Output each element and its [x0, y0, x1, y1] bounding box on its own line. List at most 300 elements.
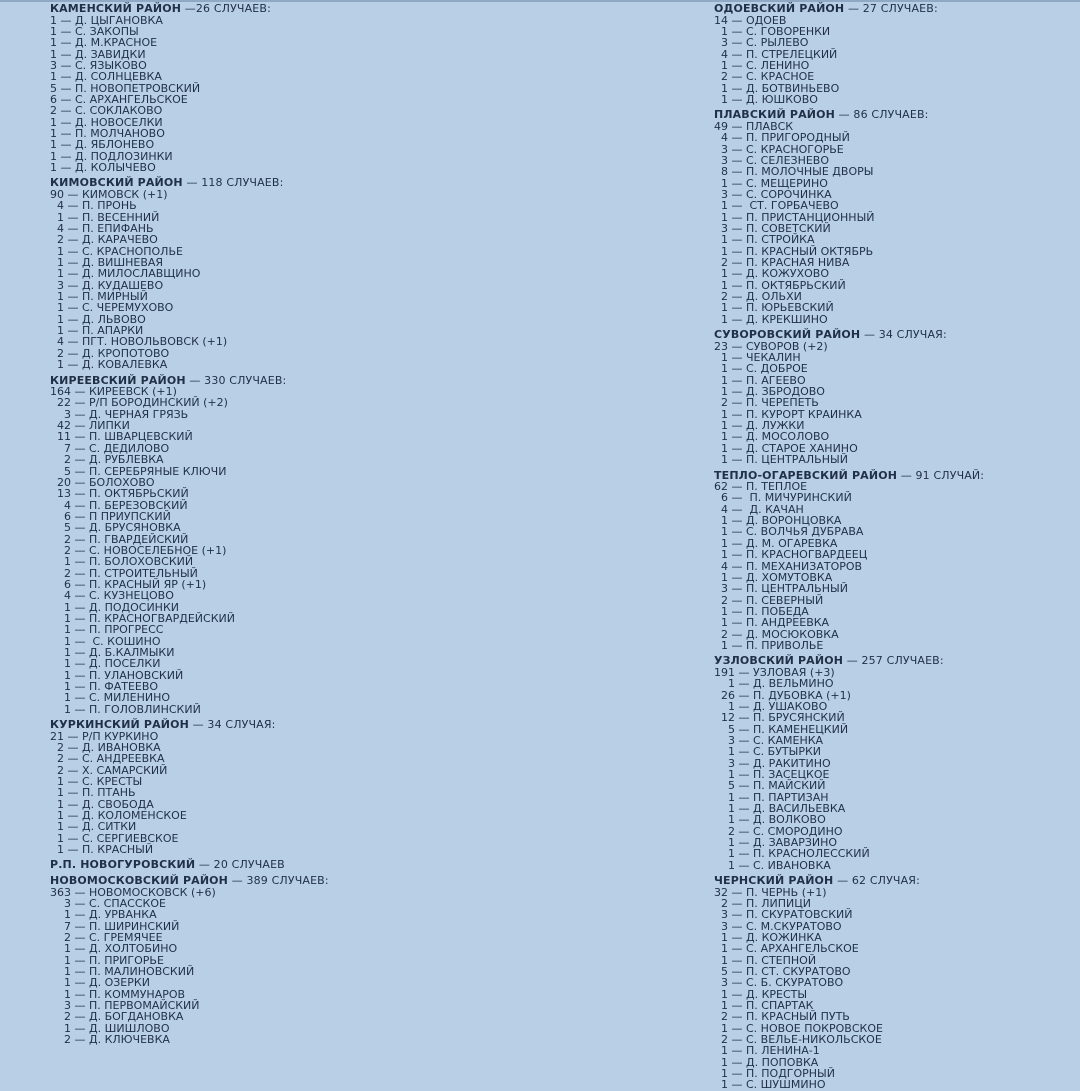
settlement-row: 2 — П. ЧЕРЕПЕТЬ — [714, 397, 1080, 408]
district-novomoskovskiy — [50, 875, 610, 1045]
case-number: 11 — [57, 430, 71, 444]
case-number: 1 — [721, 1078, 728, 1091]
case-number: 49 — [714, 119, 728, 133]
case-number: 1 — [721, 525, 728, 539]
settlement-row: 4 — Д. КАЧАН — [714, 504, 1080, 515]
settlement-row: 2 — П. ЛИПИЦИ — [714, 898, 1080, 909]
case-number: 22 — [57, 396, 71, 410]
settlement-name: Д. КОЛЫЧЕВО — [75, 161, 156, 175]
case-number: 191 — [714, 665, 735, 679]
settlement-name: П. ПРИСТАНЦИОННЫЙ — [746, 210, 875, 224]
settlement-name: П. МОЛЧАНОВО — [75, 127, 165, 141]
case-number: 1 — [57, 797, 64, 811]
case-number: 1 — [721, 210, 728, 224]
district-name: ЧЕРНСКИЙ РАЙОН — [714, 874, 834, 888]
settlement-name: ПГТ. НОВОЛЬВОВСК (+1) — [82, 335, 228, 349]
case-number: 1 — [57, 775, 64, 789]
settlement-name: П ПРИУПСКИЙ — [89, 509, 171, 523]
district-case-count: — 118 СЛУЧАЕВ: — [186, 176, 284, 190]
settlement-name: Д. ЛЬВОВО — [82, 312, 146, 326]
case-number: 1 — [50, 149, 57, 163]
case-number: 1 — [721, 616, 728, 630]
settlement-name: С. НОВОСЕЛЕБНОЕ (+1) — [89, 543, 227, 557]
settlement-row: 1 — С. КОШИНО — [50, 636, 610, 647]
settlement-row: 1 — Д. ЛЬВОВО — [50, 314, 610, 325]
settlement-name: П. ПРИВОЛЬЕ — [746, 638, 824, 652]
settlement-name: П. СКУРАТОВСКИЙ — [746, 908, 853, 922]
case-number: 2 — [728, 824, 735, 838]
settlement-row: 1 — Д. ЗАВИДКИ — [50, 47, 146, 61]
settlement-list — [714, 15, 1080, 106]
settlement-row: 1 — П. КРАСНЫЙ — [50, 844, 610, 855]
settlement-row: 1 — П. ПРИВОЛЬЕ — [714, 640, 1080, 651]
settlement-row: 1 — Д. СОЛНЦЕВКА — [50, 70, 162, 84]
case-number: 1 — [721, 942, 728, 956]
settlement-name: П. ДУБОВКА (+1) — [753, 688, 851, 702]
settlement-row: 1 — С. ДОБРОЕ — [714, 363, 1080, 374]
settlement-row: 1 — Д. М.КРАСНОЕ — [50, 36, 158, 50]
settlement-name: Д. ПОДЛОЗИНКИ — [75, 149, 173, 163]
settlement-row: 1 — Д. ВИШНЕВАЯ — [50, 257, 610, 268]
settlement-row: 1 — С. ШУШМИНО — [714, 1079, 1080, 1090]
settlement-row: 1 — П. ПРОГРЕСС — [50, 624, 610, 635]
settlement-list — [50, 189, 610, 371]
case-number: 363 — [50, 885, 71, 899]
settlement-name: Д. БРУСЯНОВКА — [89, 521, 181, 535]
settlement-row: 1 — С. СЕРГИЕВСКОЕ — [50, 833, 610, 844]
settlement-name: П. ЧЕРНЬ (+1) — [746, 885, 827, 899]
case-number: 1 — [728, 801, 735, 815]
settlement-name: БОЛОХОВО — [89, 475, 155, 489]
district-case-count: —26 СЛУЧАЕВ: — [184, 2, 271, 15]
settlement-row: 3 — П. СКУРАТОВСКИЙ — [714, 909, 1080, 920]
settlement-name: С. БУТЫРКИ — [753, 745, 822, 759]
case-number: 1 — [64, 600, 71, 614]
settlement-row: 2 — П. СТРОИТЕЛЬНЫЙ — [50, 568, 610, 579]
settlement-row: 1 — Д. КОЖИНКА — [714, 932, 1080, 943]
case-number: 1 — [64, 680, 71, 694]
settlement-row: 1 — П. ПРИГОРЬЕ — [50, 955, 610, 966]
settlement-name: Д. МИЛОСЛАВЩИНО — [82, 267, 201, 281]
case-number: 8 — [721, 165, 728, 179]
settlement-name: С. КРАСНОЕ — [746, 70, 815, 84]
case-number: 3 — [721, 582, 728, 596]
settlement-name: П. БРУСЯНСКИЙ — [753, 711, 845, 725]
case-number: 1 — [50, 47, 57, 61]
settlement-row: 3 — С. СПАССКОЕ — [50, 898, 610, 909]
case-number: 6 — [721, 491, 728, 505]
settlement-name: ПЛАВСК — [746, 119, 794, 133]
settlement-row: 62 — П. ТЕПЛОЕ — [714, 480, 808, 494]
settlement-row: 49 — ПЛАВСК — [714, 119, 794, 133]
case-number: 42 — [57, 419, 71, 433]
settlement-name: П. ПТАНЬ — [82, 786, 136, 800]
settlement-name: П. КРАСНЫЙ ПУТЬ — [746, 1010, 850, 1024]
settlement-row: 1 — Д. КОЛЫЧЕВО — [50, 161, 156, 175]
settlement-name: С. ШУШМИНО — [746, 1078, 826, 1091]
settlement-row: 3 — С. М.СКУРАТОВО — [714, 921, 1080, 932]
settlement-name: П. ЛЕНИНА-1 — [746, 1044, 820, 1058]
settlement-row: 1 — Д. СВОБОДА — [50, 799, 610, 810]
settlement-row: 1 — Д. М. ОГАРЕВКА — [714, 538, 1080, 549]
case-number: 1 — [64, 623, 71, 637]
case-number: 1 — [57, 809, 64, 823]
settlement-name: ОДОЕВ — [746, 13, 787, 27]
district-kireevskiy — [50, 375, 610, 716]
settlement-row: 1 — Д. БОТВИНЬЕВО — [714, 83, 1080, 94]
settlement-row: 3 — С. РЫЛЕВО — [714, 37, 1080, 48]
settlement-name: П. ПРОНЬ — [82, 199, 137, 213]
case-number: 2 — [721, 1010, 728, 1024]
settlement-name: П. МИРНЫЙ — [82, 290, 148, 304]
settlement-name: Д. КРЕКШИНО — [746, 312, 828, 326]
settlement-row: 1 — Д. ПОПОВКА — [714, 1057, 1080, 1068]
case-number: 1 — [721, 1055, 728, 1069]
case-number: 2 — [64, 532, 71, 546]
district-name: ПЛАВСКИЙ РАЙОН — [714, 108, 835, 122]
case-number: 164 — [50, 385, 71, 399]
settlement-row: 1 — С. ЗАКОПЫ — [50, 24, 139, 38]
case-number: 2 — [57, 741, 64, 754]
district-case-count: — 27 СЛУЧАЕВ: — [847, 2, 938, 15]
case-number: 21 — [50, 729, 64, 743]
settlement-row: 1 — Д. МИЛОСЛАВЩИНО — [50, 268, 610, 279]
settlement-row: 1 — Д. Б.КАЛМЫКИ — [50, 647, 610, 658]
settlement-row: 3 — С. ЯЗЫКОВО — [50, 58, 147, 72]
settlement-name: Д. БОГДАНОВКА — [89, 1010, 184, 1024]
settlement-row: 2 — С. КРАСНОЕ — [714, 71, 1080, 82]
settlement-name: П. ОКТЯБРЬСКИЙ — [746, 278, 846, 292]
case-number: 32 — [714, 885, 728, 899]
case-number: 1 — [64, 702, 71, 716]
settlement-row: 2 — Д. БОГДАНОВКА — [50, 1011, 610, 1022]
case-number: 1 — [721, 351, 728, 365]
case-number: 1 — [64, 942, 71, 956]
settlement-row: 1 — Д. НОВОСЕЛКИ — [50, 115, 163, 129]
case-number: 1 — [721, 419, 728, 433]
case-number: 2 — [57, 346, 64, 360]
case-number: 4 — [64, 589, 71, 603]
settlement-name: Д. РУБЛЕВКА — [89, 453, 164, 467]
settlement-name: П. СЕРЕБРЯНЫЕ КЛЮЧИ — [89, 464, 227, 478]
settlement-row: 1 — П. ЛЕНИНА-1 — [714, 1045, 1080, 1056]
case-number: 2 — [721, 290, 728, 304]
settlement-name: С. КРАСНОПОЛЬЕ — [82, 244, 183, 258]
settlement-name: С. АРХАНГЕЛЬСКОЕ — [746, 942, 859, 956]
settlement-name: П. МАЛИНОВСКИЙ — [89, 965, 195, 979]
case-number: 4 — [57, 335, 64, 349]
settlement-row: 1 — П. ОКТЯБРЬСКИЙ — [714, 280, 1080, 291]
case-number: 4 — [721, 559, 728, 573]
settlement-row: 3 — Д. КУДАШЕВО — [50, 280, 610, 291]
settlement-name: Д. СОЛНЦЕВКА — [75, 70, 162, 84]
settlement-row: 2 — С. АНДРЕЕВКА — [50, 753, 610, 764]
settlement-row: 1 — П. ПАРТИЗАН — [714, 792, 1080, 803]
settlement-name: Д. КУДАШЕВО — [82, 278, 164, 292]
settlement-row: 1 — Д. ШИШЛОВО — [50, 1023, 610, 1034]
settlement-name: Д. ХОЛТОБИНО — [89, 942, 178, 956]
district-case-count: — 389 СЛУЧАЕВ: — [231, 874, 329, 888]
settlement-row: 2 — Д. РУБЛЕВКА — [50, 454, 610, 465]
settlement-name: С. КРАСНОГОРЬЕ — [746, 142, 844, 156]
settlement-row: 1 — С. МИЛЕНИНО — [50, 692, 610, 703]
right-column — [714, 3, 1080, 1091]
settlement-name: Д. КАРАЧЕВО — [82, 233, 158, 247]
case-number: 3 — [721, 908, 728, 922]
settlement-row: 1 — С. ГОВОРЕНКИ — [714, 26, 1080, 37]
settlement-row: 1 — П. КУРОРТ КРАИНКА — [714, 409, 1080, 420]
settlement-name: П. СЕВЕРНЫЙ — [746, 593, 824, 607]
settlement-row: 1 — С. КРЕСТЫ — [50, 776, 610, 787]
case-number: 1 — [57, 358, 64, 372]
case-number: 2 — [721, 896, 728, 910]
settlement-name: Д. ВЕЛЬМИНО — [753, 677, 834, 691]
settlement-row: 1 — Д. СТАРОЕ ХАНИНО — [714, 443, 1080, 454]
settlement-name: УЗЛОВАЯ (+3) — [753, 665, 835, 679]
settlement-name: Р/П БОРОДИНСКИЙ (+2) — [89, 396, 228, 410]
settlement-name: С. МИЛЕНИНО — [89, 691, 171, 705]
settlement-row: 1 — Д. КРЕСТЫ — [714, 989, 1080, 1000]
case-number: 1 — [50, 138, 57, 152]
district-header — [50, 859, 610, 871]
settlement-list — [50, 386, 610, 715]
case-number: 5 — [728, 779, 735, 793]
settlement-row: 1 — Д. УРВАНКА — [50, 909, 610, 920]
case-number: 3 — [721, 976, 728, 990]
case-number: 1 — [721, 441, 728, 455]
case-number: 3 — [50, 58, 57, 72]
settlement-name: Д. НОВОСЕЛКИ — [75, 115, 163, 129]
settlement-list — [714, 887, 1080, 1091]
case-number: 1 — [50, 115, 57, 129]
settlement-row: 1 — Д. ЦЫГАНОВКА — [50, 13, 163, 27]
settlement-row: 1 — С. МЕЩЕРИНО — [714, 178, 1080, 189]
settlement-row: 2 — П. КРАСНАЯ НИВА — [714, 257, 1080, 268]
settlement-name: П. ГВАРДЕЙСКИЙ — [89, 532, 189, 546]
case-number: 1 — [721, 987, 728, 1001]
settlement-row: 1 — Д. УШАКОВО — [714, 701, 1080, 712]
case-number: 1 — [728, 677, 735, 691]
settlement-row: 1 — П. ГОЛОВЛИНСКИЙ — [50, 704, 610, 715]
case-number: 5 — [728, 722, 735, 736]
case-number: 1 — [721, 362, 728, 376]
settlement-row: 2 — С. ВЕЛЬЕ-НИКОЛЬСКОЕ — [714, 1034, 1080, 1045]
settlement-row: 3 — Д. ЧЕРНАЯ ГРЯЗЬ — [50, 409, 610, 420]
settlement-name: П. ЕПИФАНЬ — [82, 222, 154, 236]
settlement-name: С. М.СКУРАТОВО — [746, 919, 842, 933]
settlement-name: П. ШВАРЦЕВСКИЙ — [89, 430, 193, 444]
settlement-name: П. БЕРЕЗОВСКИЙ — [89, 498, 188, 512]
district-teplo-ogarevskiy — [714, 470, 1080, 652]
settlement-row: 32 — П. ЧЕРНЬ (+1) — [714, 885, 827, 899]
case-number: 2 — [50, 104, 57, 118]
case-number: 1 — [64, 987, 71, 1001]
settlement-list — [50, 15, 610, 174]
settlement-name: П. ЗАСЕЦКОЕ — [753, 767, 830, 781]
settlement-name: П. КАМЕНЕЦКИЙ — [753, 722, 849, 736]
case-number: 3 — [721, 919, 728, 933]
case-number: 1 — [64, 646, 71, 659]
settlement-name: С. КОШИНО — [89, 634, 161, 648]
case-number: 1 — [64, 634, 71, 648]
settlement-row: 13 — П. ОКТЯБРЬСКИЙ — [50, 488, 610, 499]
settlement-name: Р/П КУРКИНО — [82, 729, 159, 743]
case-number: 1 — [57, 820, 64, 834]
settlement-name: П. БОЛОХОВСКИЙ — [89, 555, 194, 569]
settlement-row: 7 — П. ШИРИНСКИЙ — [50, 921, 610, 932]
district-case-count: — 20 СЛУЧАЕВ — [198, 858, 285, 872]
settlement-row: 1 — СТ. ГОРБАЧЕВО — [714, 200, 1080, 211]
case-number: 4 — [721, 47, 728, 61]
settlement-row: 42 — ЛИПКИ — [50, 420, 610, 431]
settlement-name: П. ЛИПИЦИ — [746, 896, 812, 910]
settlement-name: Д. ОЗЕРКИ — [89, 976, 150, 990]
settlement-name: С. Б. СКУРАТОВО — [746, 976, 844, 990]
settlement-row: 1 — П. МИРНЫЙ — [50, 291, 610, 302]
settlement-row: 1 — С. ВОЛЧЬЯ ДУБРАВА — [714, 526, 1080, 537]
settlement-name: Д. УШАКОВО — [753, 699, 828, 713]
case-number: 1 — [64, 1021, 71, 1035]
case-number: 5 — [50, 81, 57, 95]
case-number: 1 — [57, 324, 64, 338]
case-number: 4 — [721, 131, 728, 145]
settlement-name: КИРЕЕВСК (+1) — [89, 385, 177, 399]
settlement-row: 5 — П. СТ. СКУРАТОВО — [714, 966, 1080, 977]
settlement-list — [714, 341, 1080, 466]
settlement-name: Д. ЗАВИДКИ — [75, 47, 146, 61]
case-number: 4 — [64, 498, 71, 512]
case-number: 1 — [50, 70, 57, 84]
case-number: 1 — [57, 210, 64, 224]
settlement-name: Д. СВОБОДА — [82, 797, 154, 811]
settlement-name: П. КРАСНОГВАРДЕЙСКИЙ — [89, 611, 235, 625]
settlement-row: 2 — Д. КРОПОТОВО — [50, 348, 610, 359]
case-number: 1 — [721, 514, 728, 528]
case-number: 1 — [721, 93, 728, 106]
case-number: 1 — [57, 312, 64, 326]
case-number: 4 — [721, 502, 728, 516]
case-number: 3 — [57, 278, 64, 292]
case-number: 1 — [64, 953, 71, 967]
settlement-name: Д. ВОРОНЦОВКА — [746, 514, 842, 528]
case-number: 1 — [57, 256, 64, 270]
settlement-name: Д. ЗБРОДОВО — [746, 385, 825, 399]
settlement-row: 4 — С. КУЗНЕЦОВО — [50, 590, 610, 601]
case-number: 2 — [64, 1010, 71, 1024]
settlement-row: 4 — П. ПРИГОРОДНЫЙ — [714, 132, 1080, 143]
case-number: 3 — [64, 407, 71, 421]
district-suvorovskiy — [714, 329, 1080, 465]
settlement-name: Д. М. ОГАРЕВКА — [746, 536, 838, 550]
settlement-row: 1 — П. АГЕЕВО — [714, 375, 1080, 386]
settlement-row: 1 — Д. МОСОЛОВО — [714, 431, 1080, 442]
settlement-row: 5 — П. КАМЕНЕЦКИЙ — [714, 724, 1080, 735]
settlement-name: С. АНДРЕЕВКА — [82, 752, 165, 766]
case-number: 1 — [728, 767, 735, 781]
settlement-row: 21 — Р/П КУРКИНО — [50, 729, 159, 743]
settlement-row: 1 — С. КРАСНОПОЛЬЕ — [50, 246, 610, 257]
settlement-name: П. ВЕСЕННИЙ — [82, 210, 160, 224]
settlement-name: П. ПРОГРЕСС — [89, 623, 164, 637]
case-number: 1 — [721, 430, 728, 444]
settlement-name: Д. ШИШЛОВО — [89, 1021, 170, 1035]
case-number: 1 — [721, 1021, 728, 1035]
settlement-row: 2 — Д. ИВАНОВКА — [50, 742, 610, 753]
case-number: 1 — [64, 611, 71, 625]
district-name: КИРЕЕВСКИЙ РАЙОН — [50, 373, 186, 387]
settlement-name: Д. ОЛЬХИ — [746, 290, 802, 304]
settlement-row: 20 — БОЛОХОВО — [50, 477, 610, 488]
settlement-row: 26 — П. ДУБОВКА (+1) — [714, 690, 1080, 701]
case-number: 3 — [64, 999, 71, 1013]
settlement-row: 1 — Д. КОВАЛЕВКА — [50, 359, 610, 370]
settlement-name: Д. КОЖИНКА — [746, 931, 822, 944]
settlement-name: Д. ЗАВАРЗИНО — [753, 836, 838, 849]
settlement-row: 3 — Д. РАКИТИНО — [714, 758, 1080, 769]
settlement-name: П. НОВОПЕТРОВСКИЙ — [75, 81, 201, 95]
district-case-count: — 86 СЛУЧАЕВ: — [838, 108, 929, 122]
case-number: 1 — [721, 278, 728, 292]
settlement-row: 90 — КИМОВСК (+1) — [50, 188, 168, 201]
settlement-name: Д. БОТВИНЬЕВО — [746, 81, 840, 95]
district-uzlovskiy — [714, 655, 1080, 871]
settlement-row: 2 — С. СМОРОДИНО — [714, 826, 1080, 837]
settlement-name: С. НОВОЕ ПОКРОВСКОЕ — [746, 1021, 883, 1035]
district-name: ОДОЕВСКИЙ РАЙОН — [714, 2, 845, 15]
case-number: 1 — [721, 24, 728, 38]
case-number: 1 — [64, 691, 71, 705]
settlement-row: 1 — Д. ЗАВАРЗИНО — [714, 837, 1080, 848]
district-case-count: — 330 СЛУЧАЕВ: — [189, 373, 287, 387]
settlement-name: П. ЦЕНТРАЛЬНЫЙ — [746, 453, 848, 467]
case-number: 2 — [721, 70, 728, 84]
settlement-row: 1 — Д. СИТКИ — [50, 821, 610, 832]
settlement-row: 1 — П. ЮРЬЕВСКИЙ — [714, 302, 1080, 313]
settlement-name: С. ВОЛЧЬЯ ДУБРАВА — [746, 525, 864, 539]
settlement-row: 3 — С. КРАСНОГОРЬЕ — [714, 144, 1080, 155]
settlement-name: С. СЕЛЕЗНЕВО — [746, 153, 830, 167]
settlement-name: С. МЕЩЕРИНО — [746, 176, 828, 190]
settlement-name: П. ПАРТИЗАН — [753, 790, 829, 804]
case-number: 3 — [721, 188, 728, 201]
settlement-name: С. СОРОЧИНКА — [746, 188, 832, 201]
settlement-row: 3 — П. СОВЕТСКИЙ — [714, 223, 1080, 234]
case-number: 1 — [721, 301, 728, 315]
settlement-name: Д. Б.КАЛМЫКИ — [89, 646, 175, 659]
settlement-list — [714, 481, 1080, 651]
case-number: 5 — [64, 464, 71, 478]
settlement-row: 3 — С. Б. СКУРАТОВО — [714, 977, 1080, 988]
settlement-name: П. ПЕРВОМАЙСКИЙ — [89, 999, 200, 1013]
district-case-count: — 91 СЛУЧАЙ: — [900, 468, 985, 482]
case-number: 2 — [64, 543, 71, 557]
settlement-row: 1 — Д. ХОМУТОВКА — [714, 572, 1080, 583]
case-number: 1 — [721, 267, 728, 281]
case-number: 2 — [64, 1033, 71, 1047]
settlement-name: С. СМОРОДИНО — [753, 824, 843, 838]
district-kamenskiy — [50, 3, 610, 173]
settlement-row: 1 — П. МАЛИНОВСКИЙ — [50, 966, 610, 977]
settlement-row: 4 — П. МЕХАНИЗАТОРОВ — [714, 561, 1080, 572]
case-number: 1 — [64, 908, 71, 922]
settlement-name: П. МИЧУРИНСКИЙ — [746, 491, 852, 505]
case-number: 62 — [714, 480, 728, 494]
settlement-name: Д. КРЕСТЫ — [746, 987, 808, 1001]
case-number: 2 — [721, 1033, 728, 1047]
case-number: 1 — [57, 301, 64, 315]
settlement-row: 5 — П. МАЙСКИЙ — [714, 780, 1080, 791]
settlement-row: 2 — Х. САМАРСКИЙ — [50, 765, 610, 776]
